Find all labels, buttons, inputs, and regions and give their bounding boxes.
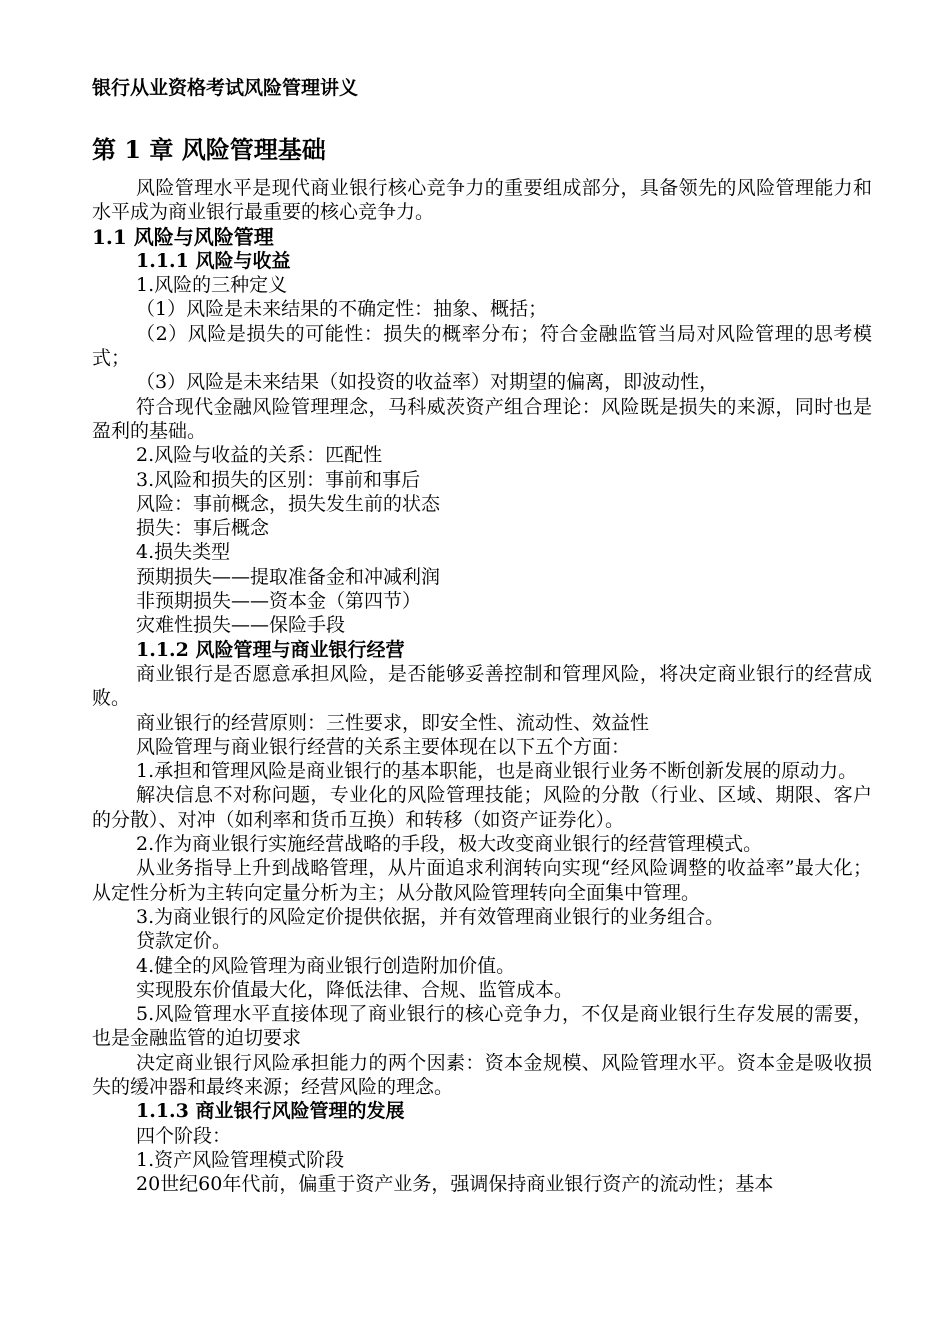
subsection-heading-1-1-2: 1.1.2 风险管理与商业银行经营 <box>136 638 405 661</box>
body-paragraph: 从业务指导上升到战略管理，从片面追求利润转向实现“经风险调整的收益率”最大化；从定性分析为主转向定量分析为主；从分散风险管理转向全面集中管理。 <box>92 857 872 904</box>
list-item: 2.风险与收益的关系：匹配性 <box>136 444 383 467</box>
body-paragraph: 5.风险管理水平直接体现了商业银行的核心竞争力，不仅是商业银行生存发展的需要，也是金融监管的迫切要求 <box>92 1003 872 1050</box>
intro-paragraph: 风险管理水平是现代商业银行核心竞争力的重要组成部分，具备领先的风险管理能力和水平成为商业银行最重要的核心竞争力。 <box>92 177 872 224</box>
list-item: 风险：事前概念，损失发生前的状态 <box>136 492 441 515</box>
list-item: 20世纪60年代前，偏重于资产业务，强调保持商业银行资产的流动性；基本 <box>136 1173 774 1196</box>
document-body <box>92 176 872 1196</box>
body-paragraph: 符合现代金融风险管理理念，马科威茨资产组合理论：风险既是损失的来源，同时也是盈利的基础。 <box>92 395 872 442</box>
list-item: （3）风险是未来结果（如投资的收益率）对期望的偏离，即波动性， <box>136 371 719 394</box>
subsection-heading-1-1-3: 1.1.3 商业银行风险管理的发展 <box>136 1100 405 1123</box>
list-item: 3.为商业银行的风险定价提供依据，并有效管理商业银行的业务组合。 <box>136 905 725 928</box>
list-item: 4.健全的风险管理为商业银行创造附加价值。 <box>136 954 516 977</box>
list-item: 非预期损失——资本金（第四节） <box>136 590 422 613</box>
list-item: 1.资产风险管理模式阶段 <box>136 1148 345 1171</box>
list-item: 3.风险和损失的区别：事前和事后 <box>136 468 421 491</box>
list-item: 风险管理与商业银行经营的关系主要体现在以下五个方面： <box>136 735 631 758</box>
list-item: 2.作为商业银行实施经营战略的手段，极大改变商业银行的经营管理模式。 <box>136 833 763 856</box>
list-item: 损失：事后概念 <box>136 517 270 540</box>
list-item: 实现股东价值最大化，降低法律、合规、监管成本。 <box>136 978 574 1001</box>
list-item: 贷款定价。 <box>136 930 232 953</box>
list-item: 4.损失类型 <box>136 541 231 564</box>
body-paragraph: 解决信息不对称问题，专业化的风险管理技能；风险的分散（行业、区域、期限、客户的分散）、对冲（如利率和货币互换）和转移（如资产证券化）。 <box>92 784 872 831</box>
subsection-heading-1-1-1: 1.1.1 风险与收益 <box>136 249 291 272</box>
body-paragraph: 决定商业银行风险承担能力的两个因素：资本金规模、风险管理水平。资本金是吸收损失的缓冲器和最终来源；经营风险的理念。 <box>92 1051 872 1098</box>
list-item: 四个阶段： <box>136 1124 232 1147</box>
list-item: 1.风险的三种定义 <box>136 274 288 297</box>
body-paragraph: （2）风险是损失的可能性：损失的概率分布；符合金融监管当局对风险管理的思考模式； <box>92 322 872 370</box>
document-title: 银行从业资格考试风险管理讲义 <box>92 77 359 99</box>
list-item: 商业银行的经营原则：三性要求，即安全性、流动性、效益性 <box>136 711 650 734</box>
body-paragraph: 1.承担和管理风险是商业银行的基本职能，也是商业银行业务不断创新发展的原动力。 <box>136 760 858 783</box>
section-heading-1-1: 1.1 风险与风险管理 <box>92 224 274 249</box>
body-paragraph: 商业银行是否愿意承担风险，是否能够妥善控制和管理风险，将决定商业银行的经营成败。 <box>92 662 872 710</box>
list-item: （1）风险是未来结果的不确定性：抽象、概括； <box>136 298 548 321</box>
chapter-heading: 第 1 章 风险管理基础 <box>92 135 326 164</box>
list-item: 预期损失——提取准备金和冲减利润 <box>136 565 441 588</box>
list-item: 灾难性损失——保险手段 <box>136 614 346 637</box>
